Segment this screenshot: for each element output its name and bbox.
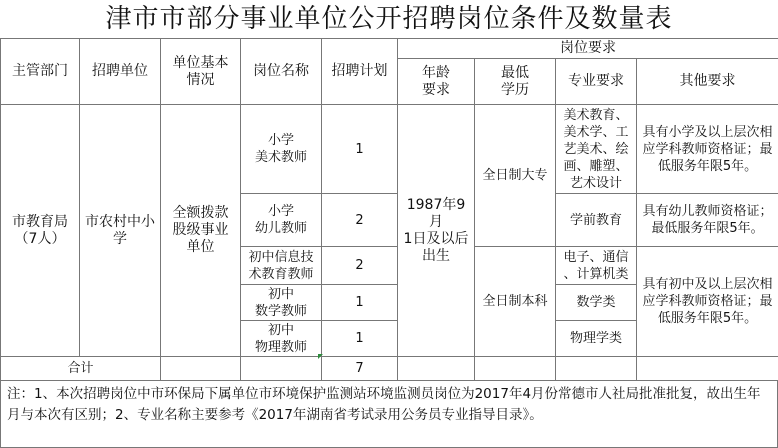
page-title: 津市市部分事业单位公开招聘岗位条件及数量表 — [105, 4, 673, 34]
edu-cell: 全日制本科 — [475, 247, 556, 357]
plan-cell: 1 — [322, 321, 398, 357]
footnote: 注：1、本次招聘岗位中市环保局下属单位市环境保护监测站环境监测员岗位为2017年4月份常德市人社局批准批复，故出生年月与本次有区别；2、专业名称主要参考《2017年湖南省考试录用公务员专业指导目录》。 — [0, 380, 778, 448]
plan-cell: 1 — [322, 285, 398, 321]
empty-cell — [637, 357, 778, 381]
empty-cell — [475, 357, 556, 381]
empty-cell — [241, 357, 322, 381]
header-post-name: 岗位名称 — [241, 39, 322, 105]
major-cell: 学前教育 — [556, 194, 637, 247]
post-name-cell: 初中 物理教师 — [241, 321, 322, 357]
header-major: 专业要求 — [556, 59, 637, 105]
post-name-cell: 小学 幼儿教师 — [241, 194, 322, 247]
plan-cell: 2 — [322, 194, 398, 247]
recruitment-table — [0, 38, 778, 381]
plan-cell: 2 — [322, 247, 398, 285]
post-name-cell: 初中信息技 术教育教师 — [241, 247, 322, 285]
header-dept: 主管部门 — [1, 39, 80, 105]
unit-cell: 市农村中小学 — [80, 105, 161, 357]
major-cell: 数学类 — [556, 285, 637, 321]
age-cell: 1987年9月 1日及以后 出生 — [398, 105, 475, 357]
other-req-cell: 具有小学及以上层次相应学科教师资格证；最低服务年限5年。 — [637, 105, 778, 194]
dept-cell: 市教育局 （7人） — [1, 105, 80, 357]
header-other: 其他要求 — [637, 59, 778, 105]
cell-comment-marker — [318, 354, 323, 359]
header-row-1 — [1, 39, 778, 59]
post-name-cell: 小学 美术教师 — [241, 105, 322, 194]
other-req-cell: 具有幼儿教师资格证；最低服务年限5年。 — [637, 194, 778, 247]
edu-cell: 全日制大专 — [475, 105, 556, 247]
header-unit-basic: 单位基本 情况 — [161, 39, 241, 105]
total-row — [1, 357, 778, 381]
header-plan: 招聘计划 — [322, 39, 398, 105]
table-row — [1, 105, 778, 194]
plan-cell: 1 — [322, 105, 398, 194]
header-requirements: 岗位要求 — [398, 39, 778, 59]
header-edu: 最低 学历 — [475, 59, 556, 105]
major-cell: 物理学类 — [556, 321, 637, 357]
header-age: 年龄 要求 — [398, 59, 475, 105]
unit-basic-cell: 全额拨款 股级事业 单位 — [161, 105, 241, 357]
major-cell: 美术教育、 美术学、工 艺美术、绘 画、雕塑、 艺术设计 — [556, 105, 637, 194]
post-name-cell: 初中 数学教师 — [241, 285, 322, 321]
total-plan: 7 — [322, 357, 398, 381]
empty-cell — [161, 357, 241, 381]
empty-cell — [556, 357, 637, 381]
other-req-cell: 具有初中及以上层次相应学科教师资格证；最低服务年限5年。 — [637, 247, 778, 357]
total-label: 合计 — [1, 357, 161, 381]
empty-cell — [398, 357, 475, 381]
major-cell: 电子、通信 、计算机类 — [556, 247, 637, 285]
header-unit: 招聘单位 — [80, 39, 161, 105]
